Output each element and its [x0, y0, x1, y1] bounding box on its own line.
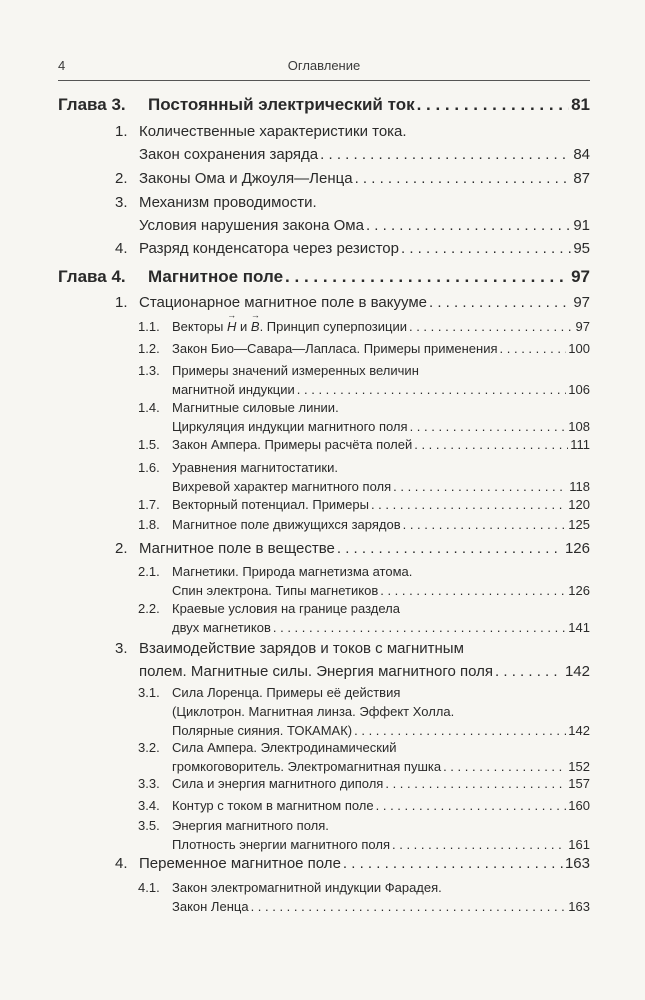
entry-text: двух магнетиков — [172, 620, 271, 635]
entry-text: Контур с током в магнитном поле — [172, 798, 374, 813]
dot-leader — [251, 899, 567, 914]
entry-text: громкоговоритель. Электромагнитная пушка — [172, 759, 442, 774]
entry-text: Энергия магнитного поля. — [172, 818, 329, 833]
dot-leader — [401, 240, 571, 257]
entry-text: полем. Магнитные силы. Энергия магнитного поля — [139, 663, 494, 680]
subsection-number: 1.7. — [138, 497, 160, 512]
dot-leader — [320, 146, 571, 163]
page-ref: 152 — [568, 759, 590, 774]
dot-leader — [337, 540, 563, 557]
page-ref: 97 — [571, 267, 590, 286]
entry-text: Законы Ома и Джоуля—Ленца — [139, 170, 353, 187]
subsection-number: 1.3. — [138, 363, 160, 378]
page-ref: 87 — [573, 170, 590, 187]
subsection-number: 1.6. — [138, 460, 160, 475]
entry-text: Краевые условия на границе раздела — [172, 601, 400, 616]
chapter-label: Глава 4. — [58, 267, 126, 286]
entry-text: Стационарное магнитное поле в вакууме — [139, 294, 427, 311]
section-number: 4. — [115, 855, 128, 872]
entry-text: Закон электромагнитной индукции Фарадея. — [172, 880, 442, 895]
page-number: 4 — [58, 58, 66, 73]
entry-text: Количественные характеристики тока. — [139, 123, 407, 140]
dot-leader — [410, 419, 567, 434]
entry-text: Механизм проводимости. — [139, 194, 317, 211]
entry-text: Переменное магнитное поле — [139, 855, 341, 872]
entry-text: Векторы → H и → B. Принцип суперпозиции — [172, 319, 407, 334]
page-ref: 142 — [568, 723, 590, 738]
subsection-number: 1.1. — [138, 319, 160, 334]
entry-text: Магнитные силовые линии. — [172, 400, 339, 415]
page-ref: 157 — [568, 776, 590, 791]
page-ref: 81 — [571, 95, 590, 114]
page-ref: 100 — [568, 341, 590, 356]
header-rule — [58, 80, 590, 81]
dot-leader — [393, 479, 567, 494]
entry-text: Векторный потенциал. Примеры — [172, 497, 369, 512]
dot-leader — [495, 663, 563, 680]
page-ref: 126 — [564, 540, 590, 557]
dot-leader — [392, 837, 566, 852]
section-number: 1. — [115, 123, 128, 140]
entry-text: Циркуляция индукции магнитного поля — [172, 419, 408, 434]
page-ref: 120 — [568, 497, 590, 512]
subsection-number: 3.4. — [138, 798, 160, 813]
section-number: 2. — [115, 170, 128, 187]
page-ref: 95 — [573, 240, 590, 257]
dot-leader — [403, 517, 567, 532]
entry-text: Полярные сияния. ТОКАМАК) — [172, 723, 353, 738]
dot-leader — [366, 217, 571, 234]
page-ref: 161 — [568, 837, 590, 852]
section-number: 3. — [115, 640, 128, 657]
subsection-number: 3.5. — [138, 818, 160, 833]
section-number: 2. — [115, 540, 128, 557]
entry-text: Условия нарушения закона Ома — [139, 217, 364, 234]
entry-text: Сила и энергия магнитного диполя — [172, 776, 384, 791]
subsection-number: 4.1. — [138, 880, 160, 895]
dot-leader — [371, 497, 566, 512]
dot-leader — [355, 170, 572, 187]
vector-h: → H — [227, 319, 236, 334]
dot-leader — [380, 583, 566, 598]
page-ref: 160 — [568, 798, 590, 813]
entry-text: Сила Ампера. Электродинамический — [172, 740, 397, 755]
entry-text: Магнитное поле в веществе — [139, 540, 335, 557]
section-number: 4. — [115, 240, 128, 257]
subsection-number: 1.2. — [138, 341, 160, 356]
entry-text: магнитной индукции — [172, 382, 295, 397]
page-ref: 118 — [569, 479, 590, 494]
chapter-label: Глава 3. — [58, 95, 126, 114]
dot-leader — [414, 437, 568, 452]
chapter-title: Магнитное поле — [148, 267, 284, 286]
page-ref: 97 — [575, 319, 590, 334]
entry-text: Закон Био—Савара—Лапласа. Примеры применения — [172, 341, 498, 356]
page-ref: 163 — [568, 899, 590, 914]
vector-b: → B — [251, 319, 260, 334]
page-ref: 91 — [573, 217, 590, 234]
page-ref: 97 — [573, 294, 590, 311]
page-ref: 126 — [568, 583, 590, 598]
subsection-number: 1.5. — [138, 437, 160, 452]
dot-leader — [429, 294, 571, 311]
page-ref: 125 — [568, 517, 590, 532]
dot-leader — [285, 267, 569, 287]
entry-text: Закон Ампера. Примеры расчёта полей — [172, 437, 413, 452]
page-title: Оглавление — [287, 58, 361, 73]
dot-leader — [343, 855, 563, 872]
page-ref: 142 — [564, 663, 590, 680]
dot-leader — [409, 319, 574, 334]
page-ref: 84 — [573, 146, 590, 163]
dot-leader — [297, 382, 567, 397]
entry-text: Примеры значений измеренных величин — [172, 363, 419, 378]
subsection-number: 2.1. — [138, 564, 160, 579]
subsection-number: 3.1. — [138, 685, 160, 700]
entry-text: (Циклотрон. Магнитная линза. Эффект Холла. — [172, 704, 455, 719]
subsection-number: 3.3. — [138, 776, 160, 791]
chapter-title: Постоянный электрический ток — [148, 95, 415, 114]
entry-text: Уравнения магнитостатики. — [172, 460, 338, 475]
page-ref: 111 — [570, 437, 590, 452]
entry-text: Закон Ленца — [172, 899, 249, 914]
entry-text: Разряд конденсатора через резистор — [139, 240, 399, 257]
entry-text: Взаимодействие зарядов и токов с магнитным — [139, 640, 464, 657]
page-ref: 108 — [568, 419, 590, 434]
subsection-number: 1.4. — [138, 400, 160, 415]
dot-leader — [354, 723, 566, 738]
entry-text: Магнитное поле движущихся зарядов — [172, 517, 401, 532]
entry-text: Вихревой характер магнитного поля — [172, 479, 392, 494]
entry-text: Закон сохранения заряда — [139, 146, 319, 163]
dot-leader — [500, 341, 567, 356]
page-ref: 106 — [568, 382, 590, 397]
page-ref: 141 — [568, 620, 590, 635]
page-header — [58, 58, 590, 80]
entry-text: Магнетики. Природа магнетизма атома. — [172, 564, 413, 579]
dot-leader — [273, 620, 566, 635]
dot-leader — [385, 776, 566, 791]
section-number: 1. — [115, 294, 128, 311]
dot-leader — [417, 95, 569, 115]
section-number: 3. — [115, 194, 128, 211]
page-ref: 163 — [564, 855, 590, 872]
entry-text: Спин электрона. Типы магнетиков — [172, 583, 379, 598]
subsection-number: 3.2. — [138, 740, 160, 755]
subsection-number: 2.2. — [138, 601, 160, 616]
entry-text: Сила Лоренца. Примеры её действия — [172, 685, 401, 700]
entry-text: Плотность энергии магнитного поля — [172, 837, 390, 852]
dot-leader — [376, 798, 567, 813]
dot-leader — [443, 759, 566, 774]
subsection-number: 1.8. — [138, 517, 160, 532]
